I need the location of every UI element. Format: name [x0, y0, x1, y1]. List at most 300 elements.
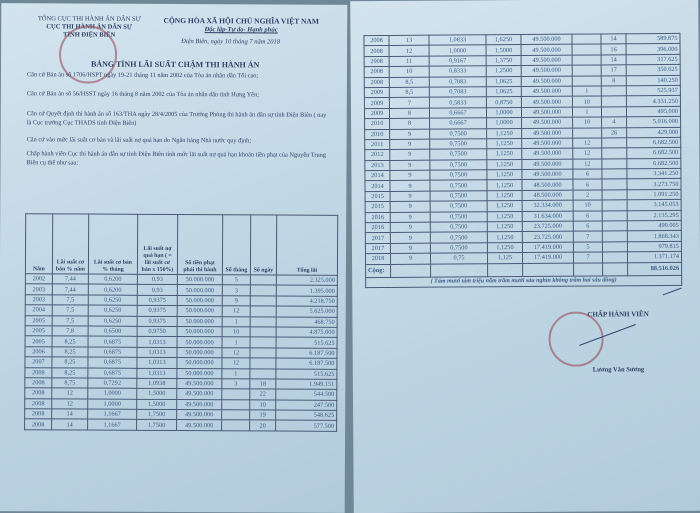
- table-cell: 2012: [365, 150, 390, 161]
- table-cell: 0,7500: [430, 222, 487, 233]
- org-line: CỤC THI HÀNH ÁN DÂN SỰ: [46, 23, 133, 31]
- signer-title: CHẤP HÀNH VIÊN: [587, 310, 649, 319]
- table-cell: 2009: [364, 87, 389, 98]
- table-cell: [572, 76, 601, 87]
- org-line: TỔNG CỤC THI HÀNH ÁN DÂN SỰ: [37, 15, 141, 23]
- table-cell: 7: [389, 98, 429, 109]
- table-cell: [601, 96, 626, 107]
- national-motto: Độc lập-Tự do- Hạnh phúc: [204, 26, 278, 34]
- table-cell: 2007: [25, 357, 52, 368]
- table-cell: [222, 399, 250, 410]
- table-cell: 49.500.000: [521, 65, 572, 76]
- table-cell: 0,7500: [430, 211, 487, 222]
- total-label: Cộng:: [366, 264, 391, 277]
- col-header: Lãi suất cơ bản % tháng: [88, 214, 137, 274]
- table-cell: 12: [222, 358, 250, 369]
- signer-name: Lương Văn Sương: [592, 366, 645, 374]
- table-cell: 1,1250: [487, 211, 522, 222]
- table-cell: 2008: [25, 367, 52, 378]
- table-cell: [222, 420, 250, 431]
- table-cell: 8: [390, 118, 430, 129]
- table-cell: 11: [389, 56, 429, 67]
- table-cell: 26: [602, 127, 627, 138]
- table-cell: [602, 179, 627, 190]
- table-cell: [250, 348, 276, 359]
- table-cell: 14: [52, 419, 88, 430]
- table-cell: [573, 127, 602, 138]
- col-header: Số tháng: [222, 215, 250, 275]
- table-cell: [602, 158, 627, 169]
- table-cell: [250, 296, 276, 307]
- table-cell: 7,44: [52, 284, 88, 295]
- table-cell: 1: [222, 368, 250, 379]
- table-cell: 1: [222, 316, 250, 327]
- table-cell: 49.500.000: [521, 45, 572, 56]
- table-cell: 1,0000: [88, 388, 137, 399]
- table-cell: [602, 231, 627, 242]
- table-cell: 49.500.000: [521, 55, 572, 66]
- left-document-page: [0, 3, 347, 513]
- table-cell: 0,6875: [88, 336, 137, 347]
- table-cell: 5.625.000: [276, 306, 337, 317]
- table-cell: 49.500.000: [522, 138, 573, 149]
- table-cell: 17: [601, 65, 626, 76]
- table-cell: 1,0625: [486, 76, 521, 87]
- table-cell: 1,0313: [137, 347, 177, 358]
- table-cell: 1,1250: [487, 232, 522, 243]
- table-cell: 50.000.000: [177, 275, 222, 286]
- table-cell: 50.000.000: [177, 285, 222, 296]
- table-cell: 0,8750: [486, 97, 521, 108]
- table-cell: 1.371.174: [627, 252, 681, 263]
- table-cell: 50.000.000: [177, 326, 222, 337]
- table-cell: 1,0000: [486, 107, 521, 118]
- basis-paragraph: Căn cứ Bản án số 56/HSST ngày 16 tháng 8 năm 2002 của Tòa án nhân dân tỉnh Hưng Yên;: [26, 90, 260, 99]
- table-cell: 525.937: [626, 85, 680, 96]
- table-cell: 6.187.500: [276, 348, 337, 359]
- table-cell: 10: [572, 96, 601, 107]
- table-cell: 1,1250: [487, 159, 522, 170]
- table-cell: 3.341.250: [627, 168, 681, 179]
- table-cell: [250, 275, 276, 286]
- table-cell: 1,1667: [88, 409, 137, 420]
- table-cell: 3: [222, 285, 250, 296]
- table-cell: 0,7500: [430, 232, 487, 243]
- table-cell: 0,6875: [88, 347, 137, 358]
- table-cell: 429.000: [627, 127, 681, 138]
- table-cell: 0,6200: [88, 284, 137, 295]
- table-cell: 23.725.000: [522, 232, 573, 243]
- table-cell: 6: [573, 211, 602, 222]
- table-cell: 4.331.250: [626, 96, 680, 107]
- table-cell: 0,6875: [88, 357, 137, 368]
- table-cell: 468.750: [276, 317, 337, 328]
- table-cell: 12: [52, 388, 88, 399]
- table-cell: 19: [250, 410, 276, 421]
- table-cell: 2006: [25, 346, 52, 357]
- table-cell: 49.500.000: [522, 159, 573, 170]
- table-cell: [572, 55, 601, 66]
- table-cell: 0,6875: [88, 368, 137, 379]
- table-cell: 8: [601, 75, 626, 86]
- table-cell: 50.000.000: [177, 358, 222, 369]
- table-cell: 49.500.000: [522, 128, 573, 139]
- table-cell: 0,7083: [429, 76, 486, 87]
- table-cell: 2002: [25, 274, 52, 285]
- table-cell: 2011: [365, 139, 390, 150]
- table-cell: 12: [573, 138, 602, 149]
- table-cell: 2016: [365, 212, 390, 223]
- table-cell: 8,25: [52, 357, 88, 368]
- table-cell: 1,6250: [486, 35, 521, 46]
- table-cell: 4.875.000: [276, 327, 337, 338]
- table-cell: 1,0625: [486, 86, 521, 97]
- table-cell: 0,7500: [430, 201, 487, 212]
- table-cell: 1,0313: [137, 368, 177, 379]
- table-cell: 2008: [364, 35, 389, 46]
- table-cell: [601, 107, 626, 118]
- table-cell: 49.500.000: [177, 410, 222, 421]
- table-cell: 1,1250: [487, 138, 522, 149]
- table-cell: 1,1250: [487, 128, 522, 139]
- table-cell: 3: [222, 379, 250, 390]
- table-cell: 0,8333: [429, 66, 486, 77]
- table-cell: 32.334.000: [522, 200, 573, 211]
- table-cell: 0,7500: [430, 180, 487, 191]
- table-cell: 1,0833: [429, 35, 486, 46]
- table-cell: 4: [602, 117, 627, 128]
- table-cell: 2.135.295: [627, 210, 681, 221]
- table-cell: 17.419.000: [522, 252, 573, 263]
- table-cell: 1,0000: [88, 399, 137, 410]
- table-cell: [250, 337, 276, 348]
- table-cell: 1.395.000: [276, 285, 337, 296]
- table-cell: [602, 210, 627, 221]
- table-cell: 2: [573, 190, 602, 201]
- total-words-row: [366, 275, 682, 288]
- table-cell: 2003: [25, 295, 52, 306]
- table-cell: 2015: [365, 202, 390, 213]
- table-cell: 8,75: [52, 378, 88, 389]
- table-cell: 0,9375: [137, 316, 177, 327]
- table-cell: 548.625: [276, 410, 337, 421]
- table-cell: 1.868.343: [627, 231, 681, 242]
- table-cell: 49.500.000: [177, 420, 222, 431]
- table-cell: 0,7500: [430, 159, 487, 170]
- table-cell: [602, 138, 627, 149]
- table-cell: 0,6667: [429, 108, 486, 119]
- table-cell: 0,6200: [88, 274, 137, 285]
- table-cell: 7: [573, 252, 602, 263]
- table-cell: 2015: [365, 191, 390, 202]
- table-cell: 18: [250, 379, 276, 390]
- table-cell: 49.500.000: [177, 389, 222, 400]
- table-cell: 1: [572, 107, 601, 118]
- table-cell: [601, 86, 626, 97]
- table-cell: 2008: [25, 378, 52, 389]
- table-cell: 6.682.500: [627, 137, 681, 148]
- table-cell: 7,5: [52, 295, 88, 306]
- table-cell: 0,7500: [430, 128, 487, 139]
- table-cell: 247.500: [276, 400, 337, 411]
- table-cell: 31.634.000: [522, 211, 573, 222]
- table-cell: 8,5: [389, 87, 429, 98]
- table-cell: 0,6250: [88, 295, 137, 306]
- table-cell: 6.682.500: [627, 158, 681, 169]
- table-cell: 0,7500: [430, 139, 487, 150]
- table-cell: 9: [390, 233, 430, 244]
- table-cell: 1,1250: [487, 180, 522, 191]
- table-cell: 1: [222, 337, 250, 348]
- table-cell: 2014: [365, 171, 390, 182]
- table-cell: [250, 285, 276, 296]
- basis-paragraph: Căn cứ Bản án số 1706/HSPT ngày 19-21 tháng 11 năm 2002 của Tòa án nhân dân Tối cao;: [26, 71, 259, 80]
- table-cell: 6.187.500: [276, 358, 337, 369]
- table-cell: 5: [222, 275, 250, 286]
- table-cell: 49.500.000: [521, 97, 572, 108]
- table-cell: [602, 200, 627, 211]
- table-cell: 9: [390, 253, 430, 264]
- table-cell: 12: [52, 399, 88, 410]
- table-cell: 10: [222, 327, 250, 338]
- table-cell: 8,25: [52, 347, 88, 358]
- org-line: TỈNH ĐIỆN BIÊN: [63, 31, 116, 39]
- table-cell: 0,7500: [430, 149, 487, 160]
- table-cell: 50.000.000: [177, 347, 222, 358]
- table-cell: 50.000.000: [177, 306, 222, 317]
- table-cell: 7: [573, 231, 602, 242]
- table-cell: 2003: [25, 284, 52, 295]
- table-cell: 9: [390, 243, 430, 254]
- table-cell: 20: [250, 420, 276, 431]
- interest-table-part1: [24, 213, 338, 431]
- table-cell: 5.016.000: [627, 117, 681, 128]
- table-cell: 1,0313: [137, 357, 177, 368]
- table-cell: 979.815: [627, 241, 681, 252]
- table-cell: 490.005: [627, 220, 681, 231]
- table-cell: 544.500: [276, 389, 337, 400]
- table-cell: 6: [573, 169, 602, 180]
- table-cell: 49.500.000: [177, 378, 222, 389]
- table-cell: 22: [250, 389, 276, 400]
- table-cell: 0,9375: [137, 295, 177, 306]
- table-cell: 50.000.000: [177, 368, 222, 379]
- table-cell: 9: [222, 296, 250, 307]
- table-cell: 49.500.000: [522, 148, 573, 159]
- table-cell: 1,7500: [137, 409, 177, 420]
- table-cell: 16: [601, 44, 626, 55]
- total-value: 88.516.026: [628, 262, 682, 275]
- col-header: Số tiền phạt phải thi hành: [177, 215, 222, 275]
- table-cell: 48.500.000: [522, 180, 573, 191]
- table-cell: 9: [390, 201, 430, 212]
- table-cell: [250, 368, 276, 379]
- table-cell: 2008: [25, 398, 52, 409]
- table-cell: 1,1250: [487, 190, 522, 201]
- table-cell: 0,9375: [137, 305, 177, 316]
- table-cell: 23.725.000: [522, 221, 573, 232]
- table-cell: 1,1250: [487, 170, 522, 181]
- table-cell: 6: [573, 179, 602, 190]
- table-cell: 0,5833: [429, 97, 486, 108]
- table-cell: 5: [573, 242, 602, 253]
- table-cell: 1.949.151: [276, 379, 337, 390]
- table-cell: 2005: [25, 326, 52, 337]
- table-cell: 1,1667: [88, 420, 137, 431]
- table-cell: [602, 190, 627, 201]
- table-cell: [602, 242, 627, 253]
- table-cell: 1,1250: [487, 201, 522, 212]
- table-cell: 8,25: [52, 336, 88, 347]
- table-cell: 2005: [25, 315, 52, 326]
- table-cell: 2008: [364, 46, 389, 57]
- table-cell: 0,6667: [430, 118, 487, 129]
- col-header: Năm: [25, 214, 52, 274]
- table-cell: 1,125: [487, 253, 522, 264]
- table-cell: 0,9750: [137, 326, 177, 337]
- table-cell: 1,0000: [429, 45, 486, 56]
- table-cell: 1: [572, 86, 601, 97]
- table-cell: 0,9167: [429, 56, 486, 67]
- table-cell: 9: [390, 222, 430, 233]
- table-cell: 2005: [25, 336, 52, 347]
- table-cell: 1,1250: [487, 242, 522, 253]
- table-cell: 49.500.000: [521, 107, 572, 118]
- table-cell: 9: [390, 129, 430, 140]
- table-cell: [572, 34, 601, 45]
- table-cell: 9: [390, 191, 430, 202]
- table-cell: 0,7500: [430, 191, 487, 202]
- table-cell: 9: [390, 160, 430, 171]
- interest-table-part2: [363, 33, 682, 288]
- table-cell: 2008: [25, 419, 52, 430]
- table-cell: 2.325.000: [276, 275, 337, 286]
- table-cell: 2014: [365, 181, 390, 192]
- table-cell: 9: [390, 139, 430, 150]
- table-cell: [602, 169, 627, 180]
- table-cell: 8: [389, 108, 429, 119]
- table-cell: 589.875: [626, 33, 680, 44]
- basis-paragraph: Chấp hành viên Cục thi hành án dân sự tỉnh Điện Biên tính mức lãi suất nợ quá hạn khoản tiền phạt của Nguyễn Trung Biên cụ thể như sau:: [26, 150, 326, 167]
- table-cell: 49.500.000: [177, 399, 222, 410]
- table-cell: [572, 44, 601, 55]
- table-cell: 3.145.053: [627, 200, 681, 211]
- table-cell: 12: [573, 148, 602, 159]
- table-cell: 12: [222, 306, 250, 317]
- table-cell: [222, 389, 250, 400]
- table-cell: [250, 306, 276, 317]
- table-cell: 1,1250: [487, 222, 522, 233]
- table-cell: 7,5: [52, 315, 88, 326]
- table-cell: 9: [390, 212, 430, 223]
- table-cell: 2016: [365, 222, 390, 233]
- table-cell: 8,5: [389, 77, 429, 88]
- table-cell: 317.625: [626, 54, 680, 65]
- nation-title: CỘNG HÒA XÃ HỘI CHỦ NGHĨA VIỆT NAM: [163, 15, 319, 26]
- table-cell: 2009: [364, 98, 389, 109]
- table-cell: 2013: [365, 160, 390, 171]
- table-cell: 9: [390, 149, 430, 160]
- table-cell: 0,93: [137, 274, 177, 285]
- table-cell: 50.000.000: [177, 316, 222, 327]
- table-cell: 10: [573, 200, 602, 211]
- table-cell: 10: [389, 66, 429, 77]
- table-cell: 0,93: [137, 285, 177, 296]
- table-cell: 50.000.000: [177, 295, 222, 306]
- table-cell: 350.625: [626, 65, 680, 76]
- table-cell: 7,8: [52, 326, 88, 337]
- table-cell: 1,0000: [487, 118, 522, 129]
- table-cell: 1,5000: [486, 45, 521, 56]
- table-cell: [602, 148, 627, 159]
- table-cell: 4.218.750: [276, 296, 337, 307]
- table-cell: 1,2500: [486, 66, 521, 77]
- table-cell: 0,7500: [430, 170, 487, 181]
- col-header: Số ngày: [250, 215, 276, 275]
- table-cell: 2010: [365, 129, 390, 140]
- table-cell: 9: [390, 170, 430, 181]
- table-cell: 2008: [25, 388, 52, 399]
- table-cell: 0,75: [430, 253, 487, 264]
- table-row: [25, 419, 337, 431]
- table-cell: 1,0938: [137, 378, 177, 389]
- table-cell: 7,5: [52, 305, 88, 316]
- table-cell: 0,6250: [88, 316, 137, 327]
- table-cell: 14: [601, 34, 626, 45]
- table-cell: 49.500.000: [522, 169, 573, 180]
- table-cell: 10: [573, 117, 602, 128]
- right-document-page: [350, 0, 700, 513]
- document-date: Điện Biên, ngày 10 tháng 7 năm 2018: [181, 38, 281, 46]
- table-cell: 48.500.000: [522, 190, 573, 201]
- table-cell: [222, 410, 250, 421]
- table-cell: 140.250: [626, 75, 680, 86]
- table-cell: 2008: [364, 56, 389, 67]
- table-cell: 12: [222, 347, 250, 358]
- table-cell: 10: [250, 400, 276, 411]
- table-cell: 1,0313: [137, 337, 177, 348]
- table-cell: 0,7500: [430, 243, 487, 254]
- initials-signature: [663, 288, 682, 296]
- table-cell: 49.500.000: [521, 76, 572, 87]
- table-cell: 17.419.000: [522, 242, 573, 253]
- col-header: Lãi suất nợ quá hạn ( = lãi suất cơ bản x 150%): [137, 214, 177, 274]
- table-cell: [602, 221, 627, 232]
- table-cell: 6: [573, 221, 602, 232]
- table-cell: 1,5000: [137, 389, 177, 400]
- table-cell: 1,5000: [137, 399, 177, 410]
- table-cell: [250, 316, 276, 327]
- table-cell: 515.625: [276, 337, 337, 348]
- table-cell: 12: [573, 159, 602, 170]
- table-cell: 1,7500: [137, 420, 177, 431]
- table-cell: 2004: [25, 305, 52, 316]
- table-cell: 50.000.000: [177, 337, 222, 348]
- table-cell: 49.500.000: [521, 86, 572, 97]
- table-cell: 8,25: [52, 367, 88, 378]
- table-cell: 49.500.000: [522, 117, 573, 128]
- col-header: Tổng lãi: [276, 215, 337, 275]
- table-cell: 0,6500: [88, 326, 137, 337]
- table-cell: 1,3750: [486, 55, 521, 66]
- table-cell: 12: [389, 46, 429, 57]
- table-cell: 14: [601, 55, 626, 66]
- table-cell: 1,1250: [487, 149, 522, 160]
- table-cell: 2018: [365, 254, 390, 265]
- table-cell: [572, 65, 601, 76]
- table-cell: 495.000: [626, 106, 680, 117]
- table-cell: 6.682.500: [627, 148, 681, 159]
